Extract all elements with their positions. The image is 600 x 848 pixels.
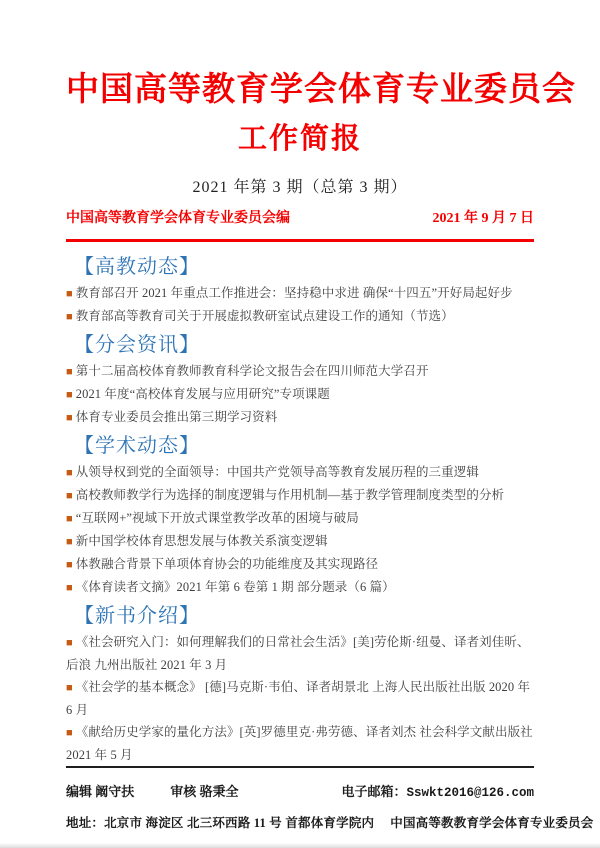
toc-item-text: 从领导权到党的全面领导：中国共产党领导高等教育发展历程的三重逻辑 — [75, 464, 479, 479]
toc-item-text: 教育部高等教育司关于开展虚拟教研室试点建设工作的通知（节选） — [75, 308, 454, 323]
bullet-square-icon: ■ — [66, 310, 73, 323]
toc-item — [66, 576, 534, 599]
bullet-square-icon: ■ — [66, 388, 73, 401]
reviewer-credit — [170, 784, 238, 799]
section-heading-gaojiao-dongtai: 【高教动态】 — [74, 255, 200, 278]
editor-label: 编辑 — [66, 783, 93, 799]
section-heading-xinshu-jieshao: 【新书介绍】 — [74, 604, 200, 627]
toc-item — [66, 406, 534, 429]
bullet-square-icon: ■ — [66, 681, 73, 694]
footer-divider — [66, 766, 534, 768]
email-label: 电子邮箱： — [341, 783, 407, 799]
table-of-contents — [66, 250, 534, 766]
toc-item-text: 体育专业委员会推出第三期学习资料 — [75, 409, 278, 424]
editor-date-row — [66, 207, 534, 227]
toc-item — [66, 676, 534, 721]
toc-item — [66, 484, 534, 507]
toc-item-text: 《社会学的基本概念》 [德]马克斯·韦伯、译者胡景北 上海人民出版社出版 2020 年 6 月 — [66, 679, 531, 717]
bullet-square-icon: ■ — [66, 287, 73, 300]
toc-item — [66, 507, 534, 530]
page-subtitle: 工作简报 — [237, 122, 362, 155]
toc-item — [66, 461, 534, 484]
toc-item — [66, 530, 534, 553]
toc-item-text: “互联网+”视域下开放式课堂教学改革的困境与破局 — [75, 510, 359, 525]
page-bottom-edge — [0, 843, 600, 848]
email-line — [341, 781, 534, 800]
toc-item-text: 2021 年度“高校体育发展与应用研究”专项课题 — [75, 386, 330, 401]
editor-name: 阚守扶 — [95, 783, 135, 799]
publish-date: 2021 年 9 月 7 日 — [432, 210, 534, 226]
bullet-square-icon: ■ — [66, 636, 73, 649]
toc-item-text: 体教融合背景下单项体育协会的功能维度及其实现路径 — [75, 556, 379, 571]
bullet-square-icon: ■ — [66, 489, 73, 502]
reviewer-label: 审核 — [170, 783, 197, 799]
toc-item-text: 新中国学校体育思想发展与体教关系演变逻辑 — [75, 533, 328, 548]
toc-item — [66, 305, 534, 328]
toc-item-text: 教育部召开 2021 年重点工作推进会：坚持稳中求进 确保“十四五”开好局起好步 — [75, 285, 513, 300]
toc-item — [66, 282, 534, 305]
toc-item — [66, 721, 534, 766]
footer-credits-row — [66, 781, 534, 800]
bullet-square-icon: ■ — [66, 411, 73, 424]
bullet-square-icon: ■ — [66, 365, 73, 378]
issue-line: 2021 年第 3 期（总第 3 期） — [192, 178, 408, 196]
compiled-by: 中国高等教育学会体育专业委员会编 — [66, 210, 290, 226]
toc-item — [66, 553, 534, 576]
bullet-square-icon: ■ — [66, 558, 73, 571]
toc-item — [66, 383, 534, 406]
header-divider — [66, 239, 534, 242]
toc-item-text: 《社会研究入门：如何理解我们的日常社会生活》[美]劳伦斯·纽曼、译者刘佳昕、后浪 九州出版社 2021 年 3 月 — [66, 634, 530, 672]
bulletin-footer — [66, 766, 594, 831]
toc-item — [66, 360, 534, 383]
toc-item — [66, 631, 534, 676]
reviewer-name: 骆秉全 — [199, 783, 239, 799]
section-heading-xueshu-dongtai: 【学术动态】 — [74, 434, 200, 457]
bullet-square-icon: ■ — [66, 466, 73, 479]
email-value: Sswkt2016@126.com — [406, 785, 534, 800]
toc-item-text: 《体育读者文摘》2021 年第 6 卷第 1 期 部分题录（6 篇） — [75, 579, 395, 594]
toc-item-text: 高校教师教学行为选择的制度逻辑与作用机制—基于教学管理制度类型的分析 — [75, 487, 505, 502]
credits — [66, 781, 239, 800]
bullet-square-icon: ■ — [66, 535, 73, 548]
editor-credit — [66, 784, 134, 799]
address-line: 地址：北京市 海淀区 北三环西路 11 号 首都体育学院内 中国高等教教育学会体育专业委员会 — [66, 815, 594, 830]
bullet-square-icon: ■ — [66, 581, 73, 594]
toc-item-text: 第十二届高校体育教师教育科学论文报告会在四川师范大学召开 — [75, 363, 429, 378]
bullet-square-icon: ■ — [66, 726, 73, 739]
bullet-square-icon: ■ — [66, 512, 73, 525]
toc-item-text: 《献给历史学家的量化方法》[英]罗德里克·弗劳德、译者刘杰 社会科学文献出版社 2021 年 5 月 — [66, 724, 533, 762]
bulletin-header — [66, 0, 576, 242]
page-title: 中国高等教育学会体育专业委员会 — [66, 72, 576, 108]
section-heading-fenhui-zixun: 【分会资讯】 — [74, 333, 200, 356]
